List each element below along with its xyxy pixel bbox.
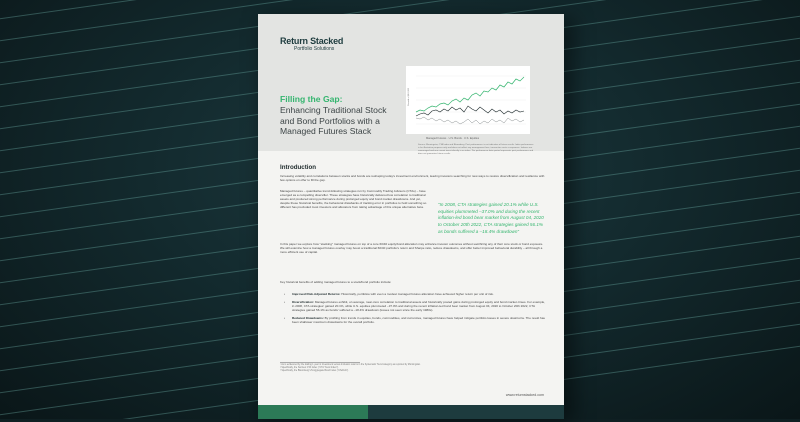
footnote-2: ² Specifically, the SocGen CTA Index (“CTA Trend Index”). [280, 367, 339, 369]
page-title [280, 94, 398, 137]
chart-ylabel: Growth of $10,000 [408, 88, 410, 106]
footnote-3: ³ Specifically, the Bloomberg US Aggregate Bond Index (“USAGG”). [280, 370, 349, 372]
footnote-divider [280, 362, 360, 363]
performance-chart [406, 66, 530, 134]
footnotes [280, 364, 540, 373]
paragraph-3: In this paper we explore how "stacking" managed futures on top of a core 60/40 equity/bond allocation may enhance investor outcomes without sacrificing any of their core stock or bond exposure. We will examine how a managed futures overlay may boost a traditional 60/40 portfolio's return and Sharpe ratio, reduce drawdowns, and offer better improved behavioral durability – all through a more efficient use of capital. [280, 242, 544, 255]
list-item: • Diversification: Managed futures exhibit, on average, near-zero correlation to traditional assets and historically posted gains during prolonged equity and bond market crises. For example, in 2008, CTA strategies' gained 20.1%, while U.S. equities plummeted –37.0% and during the recent inflation-led bond bear market from August 04, 2020 to October 20th 2022, CTA strategies gained 56.1% as bonds' suffered a –18.4% drawdown (losses not seen since the early 1980s). [284, 300, 546, 313]
benefits-list [280, 292, 546, 329]
paragraph-2: Managed futures – quantitative trend-following strategies run by Commodity Trading Advisors (CTAs) – have emerged as a compelling diversifier. These strategies have historically delivered low correlation to traditional assets and produced strong performance during prolonged equity and bond market drawdowns. And yet, despite these historical benefits, the behavioral drawbacks of tracking error in portfolios to hold something so different has precluded most investors and allocators from taking advantage of this unique alternative beta. [280, 189, 427, 210]
brand-subtitle: Portfolio Solutions [294, 46, 335, 52]
list-item: • Reduced Drawdowns: By profiting from trends in equities, bonds, commodities, and currencies, managed futures have helped mitigate portfolio losses in severe downturns. The result has been shallower maximum drawdowns for the overall portfolio. [284, 316, 545, 325]
paragraph-4: Key historical benefits of adding managed futures to a stock/bond portfolio include: [280, 280, 392, 284]
brand-name: Return Stacked [280, 36, 344, 46]
chart-legend: Managed Futures · U.S. Bonds · U.S. Equities [426, 137, 480, 140]
website-link[interactable]: www.returnstacked.com [505, 393, 544, 397]
title-accent: Filling the Gap: [280, 94, 343, 104]
brand-logo [280, 36, 343, 52]
chart-source-note: Source: Morningstar, CTA Index and Bloomberg. Past performance is not indicative of future results. Index performance is for illustrative purposes only and does not reflect any management fees, transaction costs or expenses. Indexes are unmanaged and one cannot invest directly in an index. The performance data quoted represents past performance and does not guarantee future results. [418, 144, 534, 155]
section-heading-introduction: Introduction [280, 164, 317, 171]
footer-accent [258, 405, 368, 419]
pull-quote: "In 2008, CTA strategies gained 20.1% while U.S. equities plummeted –37.0% and during the recent inflation-led bond bear market from August 04, 2020 to October 20th 2022, CTA strategies gained 56.1% as bonds suffered a –18.4% drawdown" [438, 202, 544, 234]
footnote-1: ¹ As is evidenced by the trailing 1 year in Investment versus Inclusion returns in the Systematic Trend category as reported by Morningstar. [280, 364, 421, 366]
list-item: • Improved Risk-Adjusted Returns: Historically, portfolios with even a modest managed futures allocation have achieved higher return per unit of risk. [284, 292, 494, 296]
document-page [258, 14, 564, 419]
title-rest: Enhancing Traditional Stock and Bond Portfolios with a Managed Futures Stack [280, 104, 387, 137]
paragraph-1: Increasing volatility and correlations between stocks and bonds are reshaping today's investment environment, leaving investors searching for new ways to restore diversification and resilience with few options on offer to fill the gap. [280, 174, 545, 183]
footer-bar [258, 405, 564, 419]
